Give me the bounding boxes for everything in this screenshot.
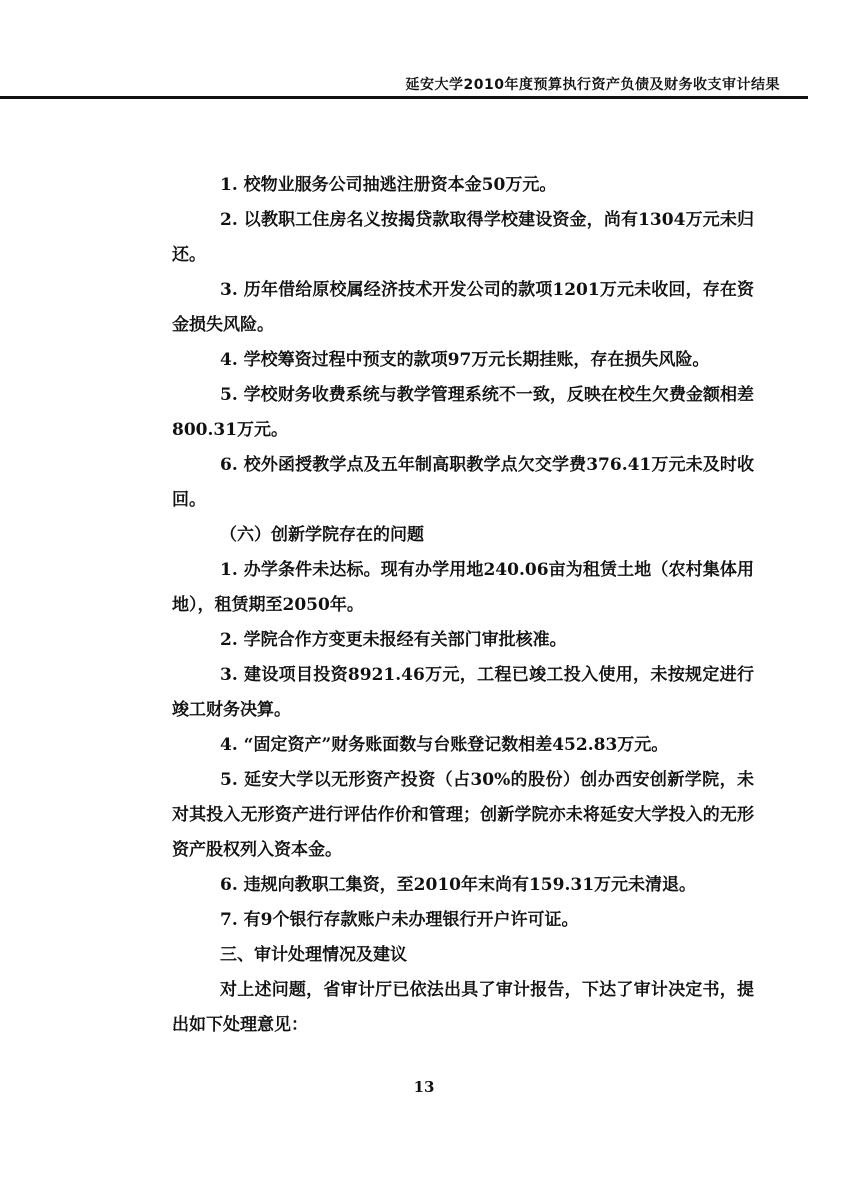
paragraph-4: 4. 学校筹资过程中预支的款项97万元长期挂账，存在损失风险。 [220, 350, 710, 370]
header-title: 延安大学2010年度预算执行资产负债及财务收支审计结果 [405, 77, 780, 93]
paragraph-5: 5. 学校财务收费系统与教学管理系统不一致，反映在校生欠费金额相差800.31万元。 [172, 385, 754, 440]
paragraph-6: 6. 校外函授教学点及五年制高职教学点欠交学费376.41万元未及时收回。 [172, 455, 754, 510]
paragraph-7: 1. 办学条件未达标。现有办学用地240.06亩为租赁土地（农村集体用地），租赁期至2050年。 [172, 560, 754, 615]
paragraph-1: 1. 校物业服务公司抽逃注册资本金50万元。 [220, 175, 557, 195]
paragraph-3: 3. 历年借给原校属经济技术开发公司的款项1201万元未收回，存在资金损失风险。 [172, 280, 754, 335]
paragraph-12: 6. 违规向教职工集资，至2010年末尚有159.31万元未清退。 [220, 875, 697, 895]
document-body [172, 168, 754, 1043]
section-heading-innovation-college: （六）创新学院存在的问题 [220, 525, 424, 545]
paragraph-8: 2. 学院合作方变更未报经有关部门审批核准。 [220, 630, 567, 650]
paragraph-2: 2. 以教职工住房名义按揭贷款取得学校建设资金，尚有1304万元未归还。 [172, 210, 754, 265]
section-heading-audit-handling: 三、审计处理情况及建议 [220, 945, 407, 965]
page-number: 13 [413, 1078, 435, 1096]
paragraph-9: 3. 建设项目投资8921.46万元，工程已竣工投入使用，未按规定进行竣工财务决算。 [172, 665, 754, 720]
header-rule [0, 96, 808, 99]
paragraph-10: 4. “固定资产”财务账面数与台账登记数相差452.83万元。 [220, 735, 669, 755]
paragraph-13: 7. 有9个银行存款账户未办理银行开户许可证。 [220, 910, 579, 930]
paragraph-14: 对上述问题，省审计厅已依法出具了审计报告，下达了审计决定书，提出如下处理意见： [172, 980, 754, 1035]
paragraph-11: 5. 延安大学以无形资产投资（占30%的股份）创办西安创新学院，未对其投入无形资产进行评估作价和管理；创新学院亦未将延安大学投入的无形资产股权列入资本金。 [172, 770, 754, 860]
